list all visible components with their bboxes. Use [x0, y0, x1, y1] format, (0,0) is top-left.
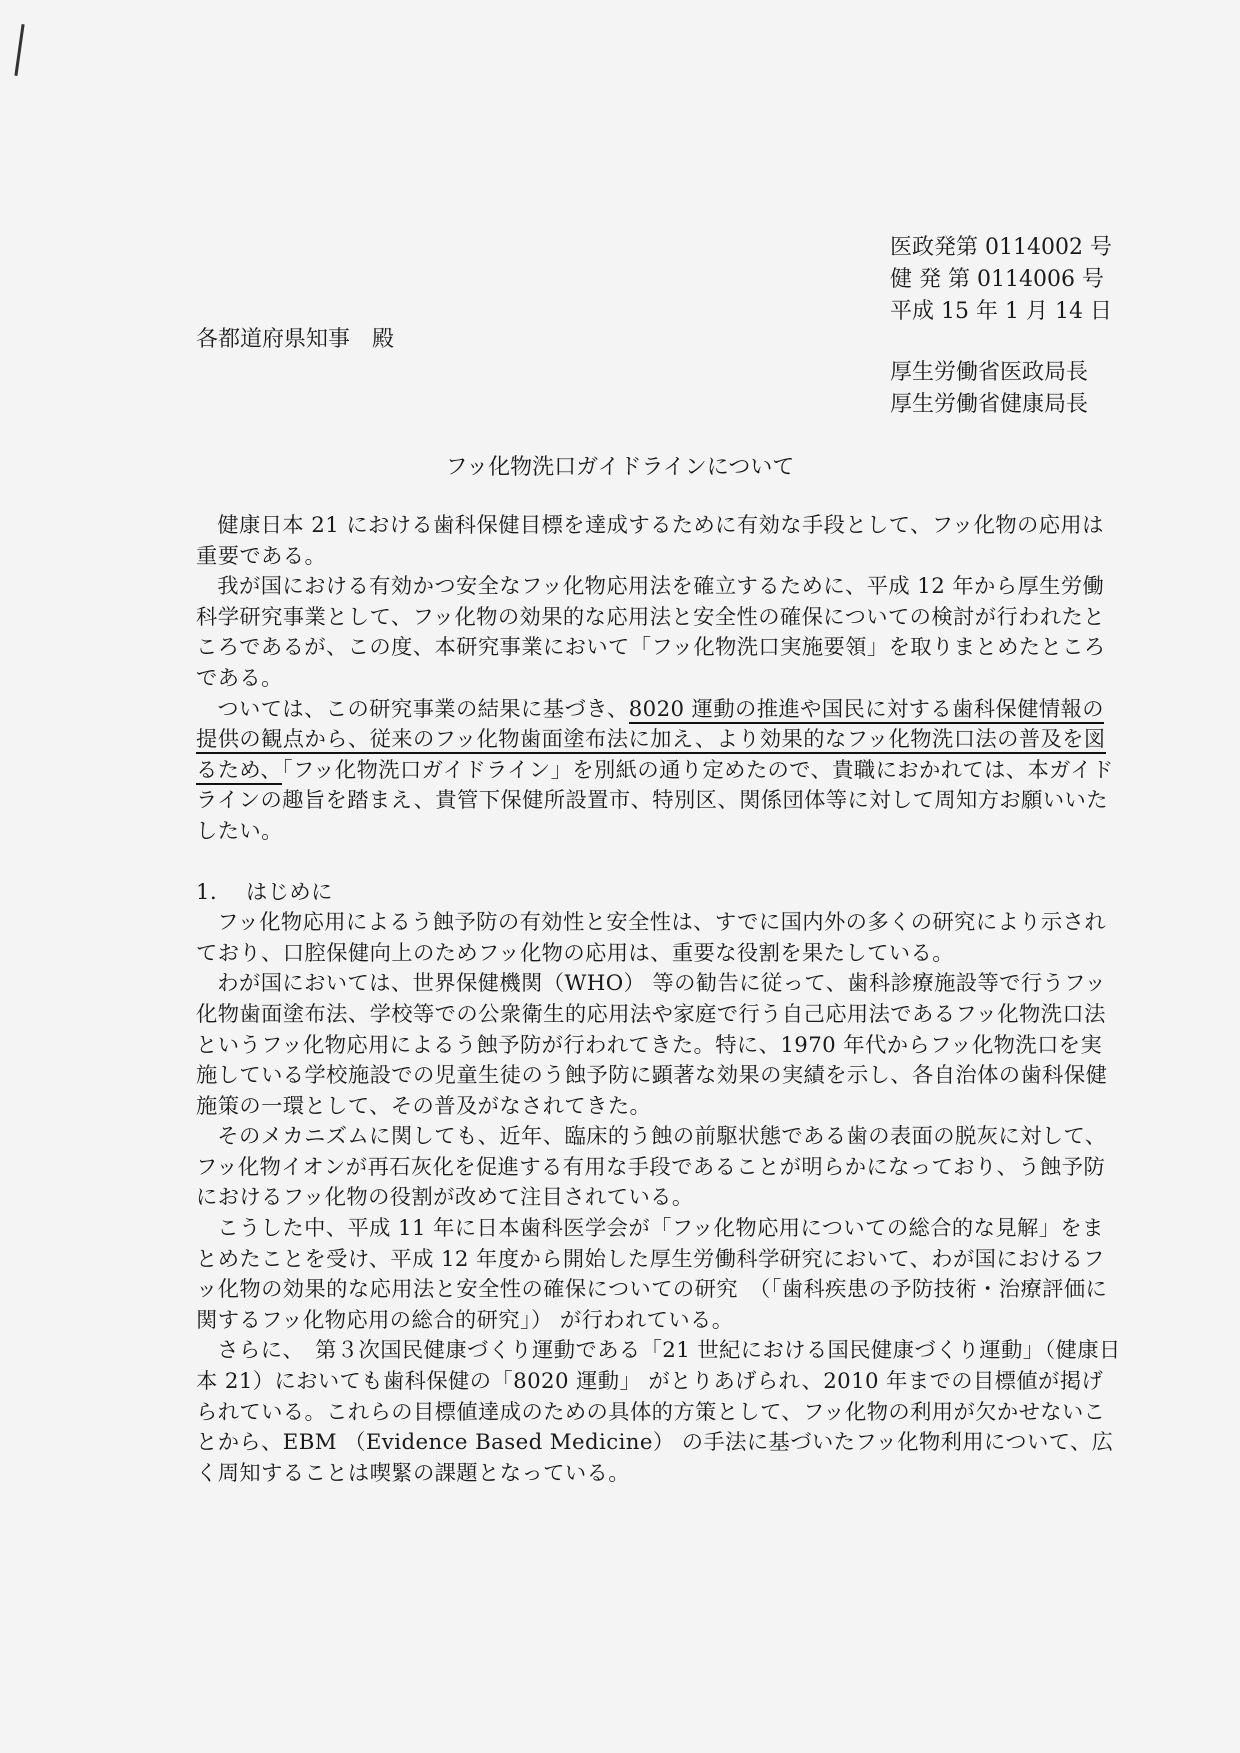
section-1-paragraph-1: フッ化物応用によるう蝕予防の有効性と安全性は、すでに国内外の多くの研究により示されており、口腔保健向上のためフッ化物の応用は、重要な役割を果たしている。 — [196, 910, 1107, 966]
senders — [890, 357, 1190, 421]
section-1-body — [196, 908, 1121, 1489]
document-numbers — [890, 232, 1190, 328]
document-body — [196, 511, 1121, 1489]
document-title: フッ化物洗口ガイドラインについて — [445, 455, 795, 480]
document-number-2: 健 発 第 0114006 号 — [890, 267, 1104, 292]
intro-paragraph-1: 健康日本 21 における歯科保健目標を達成するために有効な手段として、フッ化物の応用は重要である。 — [196, 513, 1104, 569]
intro-paragraph-3 — [196, 695, 1121, 848]
intro-paragraph-2: 我が国における有効かつ安全なフッ化物応用法を確立するために、平成 12 年から厚生労働科学研究事業として、フッ化物の効果的な応用法と安全性の確保についての検討が行われたところであるが、この度、本研究事業において「フッ化物洗口実施要領」を取りまとめたところである。 — [196, 574, 1106, 691]
section-1-paragraph-5: さらに、 第３次国民健康づくり運動である「21 世紀における国民健康づくり運動」（健康日本 21）においても歯科保健の「8020 運動」 がとりあげられ、2010 年までの目標値が掲げられている。これらの目標値達成のための具体的方策として、フッ化物の利用が欠かせないことから、EBM （Evidence Based Medicine） の手法に基づいたフッ化物利用について、広く周知することは喫緊の課題となっている。 — [196, 1338, 1121, 1486]
addressee: 各都道府県知事 殿 — [196, 327, 395, 352]
section-1-heading — [196, 878, 1121, 909]
sender-2: 厚生労働省健康局長 — [890, 392, 1089, 417]
document-number-1: 医政発第 0114002 号 — [890, 235, 1112, 260]
section-1-title: はじめに — [246, 879, 333, 905]
pen-mark — [14, 24, 24, 76]
section-1-paragraph-2: わが国においては、世界保健機関（WHO） 等の勧告に従って、歯科診療施設等で行うフッ化物歯面塗布法、学校等での公衆衛生的応用法や家庭で行う自己応用法であるフッ化物洗口法というフッ化物応用によるう蝕予防が行われてきた。特に、1970 年代からフッ化物洗口を実施している学校施設での児童生徒のう蝕予防に顕著な効果の実績を示し、各自治体の歯科保健施策の一環として、その普及がなされてきた。 — [196, 971, 1108, 1119]
document-date: 平成 15 年 1 月 14 日 — [890, 299, 1112, 324]
intro-paragraph-3-tail: 「フッ化物洗口ガイドライン」を別紙の通り定めたので、貴職におかれては、本ガイドラインの趣旨を踏まえ、貴管下保健所設置市、特別区、関係団体等に対して周知方お願いいたしたい。 — [196, 757, 1114, 844]
section-1-paragraph-3: そのメカニズムに関しても、近年、臨床的う蝕の前駆状態である歯の表面の脱灰に対して、フッ化物イオンが再石灰化を促進する有用な手段であることが明らかになっており、う蝕予防におけるフッ化物の役割が改めて注目されている。 — [196, 1124, 1107, 1211]
section-1-number: 1． — [196, 879, 232, 905]
intro-paragraph-3-lead: ついては、この研究事業の結果に基づき、 — [217, 696, 629, 722]
underlined-passage: 8020 運動の推進や国民に対する歯科保健情報の提供の観点から、従来のフッ化物歯面塗布法に加え、より効果的なフッ化物洗口法の普及を図るため、 — [196, 696, 1106, 783]
sender-1: 厚生労働省医政局長 — [890, 360, 1089, 385]
section-1-paragraph-4: こうした中、平成 11 年に日本歯科医学会が「フッ化物応用についての総合的な見解」をまとめたことを受け、平成 12 年度から開始した厚生労働科学研究において、わが国におけるフッ化物の効果的な応用法と安全性の確保についての研究 （「歯科疾患の予防技術・治療評価に関するフッ化物応用の総合的研究」） が行われている。 — [196, 1216, 1108, 1333]
